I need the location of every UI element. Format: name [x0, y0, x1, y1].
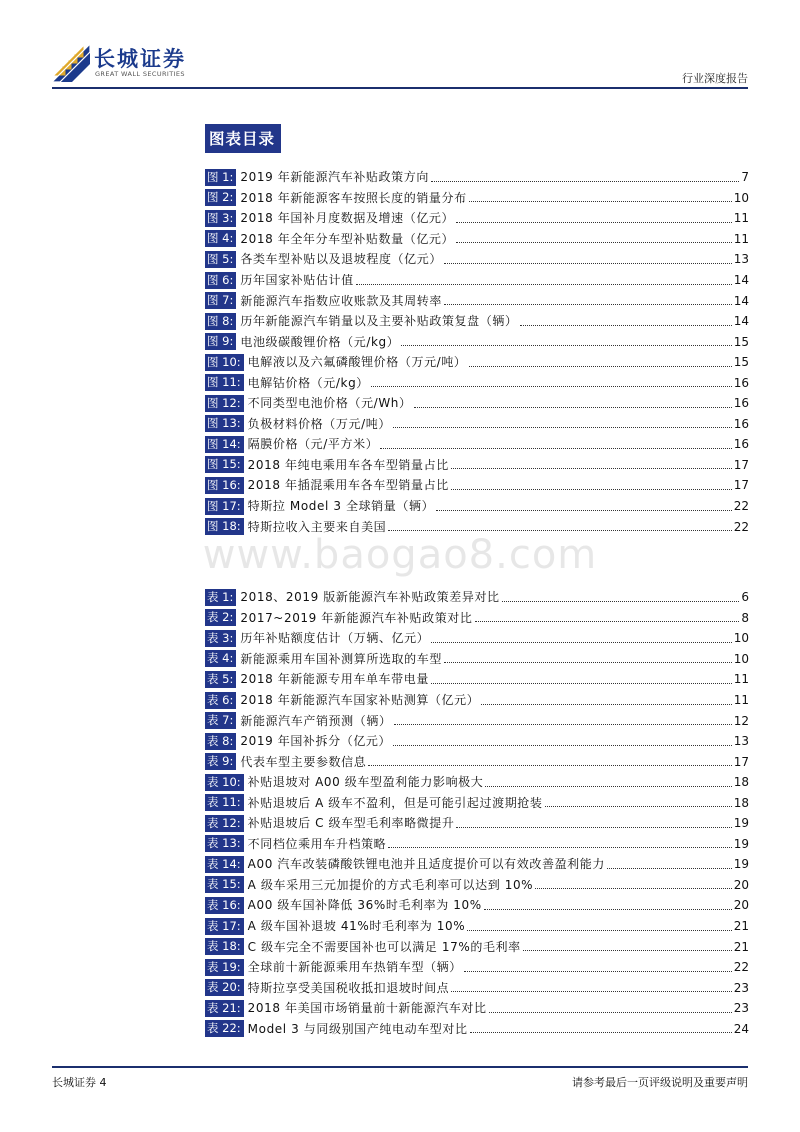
table-entry[interactable] — [205, 813, 749, 834]
table-label: 表 18: — [205, 938, 244, 955]
figure-label: 图 14: — [205, 436, 244, 453]
table-title: A00 汽车改装磷酸铁锂电池并且适度提价可以有效改善盈利能力 — [247, 857, 605, 872]
company-logo — [52, 40, 212, 85]
table-page-number: 18 — [733, 775, 749, 790]
figure-page-number: 14 — [733, 293, 749, 308]
figure-entry[interactable] — [205, 331, 749, 352]
table-entry[interactable] — [205, 628, 749, 649]
table-title: 不同档位乘用车升档策略 — [247, 836, 387, 851]
figure-title: 2018 年全年分车型补贴数量（亿元） — [240, 231, 455, 246]
table-title: 新能源乘用车国补测算所选取的车型 — [240, 651, 442, 666]
figure-title: 负极材料价格（万元/吨） — [247, 416, 391, 431]
dot-leader — [607, 868, 732, 869]
dot-leader — [431, 683, 732, 684]
dot-leader — [535, 888, 732, 889]
table-entry[interactable] — [205, 731, 749, 752]
dot-leader — [523, 950, 732, 951]
figure-page-number: 16 — [733, 437, 749, 452]
table-label: 表 12: — [205, 815, 244, 832]
dot-leader — [545, 806, 732, 807]
dot-leader — [444, 304, 732, 305]
dot-leader — [456, 827, 731, 828]
figure-page-number: 22 — [733, 499, 749, 514]
footer-disclaimer: 请参考最后一页评级说明及重要声明 — [572, 1076, 748, 1089]
table-entry[interactable] — [205, 854, 749, 875]
figure-title: 隔膜价格（元/平方米） — [247, 437, 379, 452]
figure-label: 图 13: — [205, 415, 244, 432]
figure-title: 特斯拉收入主要来自美国 — [247, 519, 387, 534]
figure-page-number: 11 — [733, 231, 749, 246]
table-title: 特斯拉享受美国税收抵扣退坡时间点 — [247, 980, 450, 995]
figure-label: 图 5: — [205, 251, 236, 268]
figure-label: 图 3: — [205, 210, 236, 227]
table-label: 表 6: — [205, 692, 236, 709]
figure-entry[interactable] — [205, 188, 749, 209]
table-label: 表 19: — [205, 959, 244, 976]
dot-leader — [431, 642, 731, 643]
table-label: 表 11: — [205, 794, 244, 811]
table-title: A 级车国补退坡 41%时毛利率为 10% — [247, 919, 466, 934]
figure-page-number: 16 — [733, 375, 749, 390]
dot-leader — [469, 366, 732, 367]
table-page-number: 19 — [733, 857, 749, 872]
table-page-number: 18 — [733, 795, 749, 810]
dot-leader — [393, 745, 732, 746]
figure-label: 图 7: — [205, 292, 236, 309]
company-name: 长城证券 — [94, 47, 186, 71]
table-page-number: 24 — [733, 1021, 749, 1036]
figure-entry[interactable] — [205, 352, 749, 373]
table-title: 2019 年国补拆分（亿元） — [240, 734, 392, 749]
table-page-number: 23 — [733, 1001, 749, 1016]
dot-leader — [502, 601, 740, 602]
table-page-number: 19 — [733, 836, 749, 851]
table-page-number: 11 — [733, 693, 749, 707]
dot-leader — [393, 427, 732, 428]
dot-leader — [444, 662, 732, 663]
dot-leader — [481, 704, 731, 705]
figure-page-number: 16 — [733, 416, 749, 431]
tables-list — [205, 587, 749, 1039]
dot-leader — [484, 909, 732, 910]
figure-title: 历年新能源汽车销量以及主要补贴政策复盘（辆） — [240, 314, 518, 329]
table-title: 补贴退坡对 A00 级车型盈利能力影响极大 — [247, 775, 484, 790]
figure-entry[interactable] — [205, 167, 749, 188]
table-title: 代表车型主要参数信息 — [240, 754, 367, 769]
dot-leader — [469, 201, 732, 202]
figure-title: 电解液以及六氟磷酸锂价格（万元/吨） — [247, 355, 467, 370]
table-page-number: 10 — [733, 651, 749, 666]
dot-leader — [464, 971, 732, 972]
table-entry[interactable] — [205, 875, 749, 896]
table-entry[interactable] — [205, 690, 749, 711]
figure-title: 各类车型补贴以及退坡程度（亿元） — [240, 252, 442, 267]
table-label: 表 8: — [205, 733, 236, 750]
table-title: 2018 年美国市场销量前十新能源汽车对比 — [247, 1001, 487, 1016]
figure-title: 新能源汽车指数应收账款及其周转率 — [240, 293, 442, 308]
report-type: 行业深度报告 — [682, 72, 748, 85]
figure-page-number: 11 — [733, 211, 749, 226]
dot-leader — [485, 786, 731, 787]
figure-label: 图 1: — [205, 169, 236, 186]
table-entry[interactable] — [205, 751, 749, 772]
dot-leader — [431, 181, 739, 182]
table-title: 2018 年新能源汽车国家补贴测算（亿元） — [240, 693, 480, 707]
table-entry[interactable] — [205, 916, 749, 937]
dot-leader — [470, 1032, 732, 1033]
table-entry[interactable] — [205, 957, 749, 978]
figure-entry[interactable] — [205, 311, 749, 332]
figure-label: 图 8: — [205, 313, 236, 330]
header-divider — [52, 87, 748, 89]
dot-leader — [356, 284, 732, 285]
dot-leader — [388, 847, 731, 848]
table-entry[interactable] — [205, 710, 749, 731]
dot-leader — [467, 930, 731, 931]
table-label: 表 9: — [205, 753, 236, 770]
figure-page-number: 10 — [733, 190, 749, 205]
table-page-number: 22 — [733, 960, 749, 975]
figure-page-number: 22 — [733, 519, 749, 534]
table-entry[interactable] — [205, 772, 749, 793]
table-label: 表 4: — [205, 650, 236, 667]
table-title: 新能源汽车产销预测（辆） — [240, 713, 392, 728]
footer-page-info: 长城证券 4 — [52, 1076, 107, 1089]
table-entry[interactable] — [205, 895, 749, 916]
figure-page-number: 16 — [733, 396, 749, 411]
figure-page-number: 14 — [733, 273, 749, 287]
figure-title: 2019 年新能源汽车补贴政策方向 — [240, 170, 429, 185]
table-title: C 级车完全不需要国补也可以满足 17%的毛利率 — [247, 939, 521, 954]
table-page-number: 21 — [733, 939, 749, 954]
figure-title: 特斯拉 Model 3 全球销量（辆） — [247, 499, 435, 514]
dot-leader — [414, 407, 732, 408]
table-page-number: 11 — [733, 672, 749, 687]
figure-label: 图 12: — [205, 395, 244, 412]
dot-leader — [380, 448, 731, 449]
table-entry[interactable] — [205, 649, 749, 670]
table-label: 表 17: — [205, 918, 244, 935]
dot-leader — [394, 724, 732, 725]
table-page-number: 8 — [741, 610, 749, 625]
dot-leader — [456, 222, 732, 223]
figure-entry[interactable] — [205, 270, 749, 291]
figure-title: 2018 年插混乘用车各车型销量占比 — [247, 478, 449, 493]
table-entry[interactable] — [205, 977, 749, 998]
table-page-number: 19 — [733, 816, 749, 831]
table-title: 全球前十新能源乘用车热销车型（辆） — [247, 960, 462, 975]
figure-page-number: 14 — [733, 314, 749, 329]
dot-leader — [388, 530, 731, 531]
great-wall-logo-icon — [52, 44, 90, 82]
table-entry[interactable] — [205, 1018, 749, 1039]
figure-entry[interactable] — [205, 475, 749, 496]
figure-label: 图 4: — [205, 230, 236, 247]
figure-page-number: 7 — [741, 170, 749, 185]
figure-label: 图 17: — [205, 498, 244, 515]
table-label: 表 1: — [205, 589, 236, 606]
figure-entry[interactable] — [205, 229, 749, 250]
figure-title: 电解钴价格（元/kg） — [247, 375, 369, 390]
dot-leader — [401, 345, 731, 346]
table-entry[interactable] — [205, 936, 749, 957]
table-page-number: 21 — [733, 919, 749, 934]
table-entry[interactable] — [205, 834, 749, 855]
table-label: 表 22: — [205, 1020, 244, 1037]
figure-title: 电池级碳酸锂价格（元/kg） — [240, 334, 400, 349]
figure-label: 图 18: — [205, 518, 244, 535]
dot-leader — [475, 621, 740, 622]
dot-leader — [436, 510, 732, 511]
table-label: 表 15: — [205, 876, 244, 893]
figure-title: 2018 年纯电乘用车各车型销量占比 — [247, 457, 449, 472]
figure-page-number: 13 — [733, 252, 749, 267]
table-entry[interactable] — [205, 608, 749, 629]
table-page-number: 20 — [733, 898, 749, 913]
table-title: 历年补贴额度估计（万辆、亿元） — [240, 631, 430, 646]
figure-entry[interactable] — [205, 208, 749, 229]
table-page-number: 23 — [733, 980, 749, 995]
dot-leader — [444, 263, 732, 264]
table-title: 2017~2019 年新能源汽车补贴政策对比 — [240, 610, 473, 625]
figure-label: 图 2: — [205, 189, 236, 206]
figure-label: 图 16: — [205, 477, 244, 494]
company-name-en: GREAT WALL SECURITIES — [95, 70, 185, 78]
dot-leader — [520, 325, 732, 326]
table-title: A00 级车国补降低 36%时毛利率为 10% — [247, 898, 482, 913]
table-label: 表 3: — [205, 630, 236, 647]
figures-list — [205, 167, 749, 537]
figure-entry[interactable] — [205, 496, 749, 517]
dot-leader — [451, 489, 732, 490]
table-label: 表 14: — [205, 856, 244, 873]
figure-label: 图 10: — [205, 354, 244, 371]
figure-label: 图 11: — [205, 374, 244, 391]
dot-leader — [451, 991, 731, 992]
table-page-number: 20 — [733, 877, 749, 892]
figure-title: 2018 年国补月度数据及增速（亿元） — [240, 211, 455, 226]
footer-divider — [52, 1066, 748, 1068]
figure-page-number: 15 — [733, 355, 749, 370]
figure-entry[interactable] — [205, 393, 749, 414]
figure-entry[interactable] — [205, 372, 749, 393]
dot-leader — [456, 242, 732, 243]
figure-title: 2018 年新能源客车按照长度的销量分布 — [240, 190, 467, 205]
figure-entry[interactable] — [205, 249, 749, 270]
table-label: 表 16: — [205, 897, 244, 914]
figure-label: 图 15: — [205, 456, 244, 473]
dot-leader — [368, 765, 731, 766]
table-title: 2018、2019 版新能源汽车补贴政策差异对比 — [240, 590, 500, 605]
table-entry[interactable] — [205, 587, 749, 608]
figure-entry[interactable] — [205, 290, 749, 311]
table-page-number: 10 — [733, 631, 749, 646]
figure-page-number: 17 — [733, 457, 749, 472]
toc-title: 图表目录 — [205, 124, 281, 153]
table-page-number: 17 — [733, 754, 749, 769]
figure-entry[interactable] — [205, 414, 749, 435]
figure-entry[interactable] — [205, 455, 749, 476]
table-page-number: 12 — [733, 713, 749, 728]
dot-leader — [451, 468, 732, 469]
table-label: 表 7: — [205, 712, 236, 729]
figure-label: 图 9: — [205, 333, 236, 350]
table-page-number: 13 — [733, 734, 749, 749]
table-title: Model 3 与同级别国产纯电动车型对比 — [247, 1021, 468, 1036]
table-entry[interactable] — [205, 998, 749, 1019]
figure-page-number: 17 — [733, 478, 749, 493]
table-page-number: 6 — [741, 590, 749, 605]
table-entry[interactable] — [205, 669, 749, 690]
dot-leader — [371, 386, 732, 387]
table-title: 补贴退坡后 A 级车不盈利，但是可能引起过渡期抢装 — [247, 795, 543, 810]
table-title: 2018 年新能源专用车单车带电量 — [240, 672, 429, 687]
figure-title: 不同类型电池价格（元/Wh） — [247, 396, 412, 411]
table-label: 表 10: — [205, 774, 244, 791]
figure-entry[interactable] — [205, 434, 749, 455]
table-entry[interactable] — [205, 792, 749, 813]
table-label: 表 5: — [205, 671, 236, 688]
table-title: 补贴退坡后 C 级车型毛利率略微提升 — [247, 816, 455, 831]
figure-label: 图 6: — [205, 272, 236, 289]
table-title: A 级车采用三元加提价的方式毛利率可以达到 10% — [247, 877, 534, 892]
figure-page-number: 15 — [733, 334, 749, 349]
table-label: 表 2: — [205, 609, 236, 626]
table-label: 表 13: — [205, 835, 244, 852]
dot-leader — [489, 1012, 732, 1013]
table-label: 表 20: — [205, 979, 244, 996]
watermark: www.baogao8.com — [202, 532, 598, 578]
figure-title: 历年国家补贴估计值 — [240, 273, 354, 287]
table-label: 表 21: — [205, 1000, 244, 1017]
